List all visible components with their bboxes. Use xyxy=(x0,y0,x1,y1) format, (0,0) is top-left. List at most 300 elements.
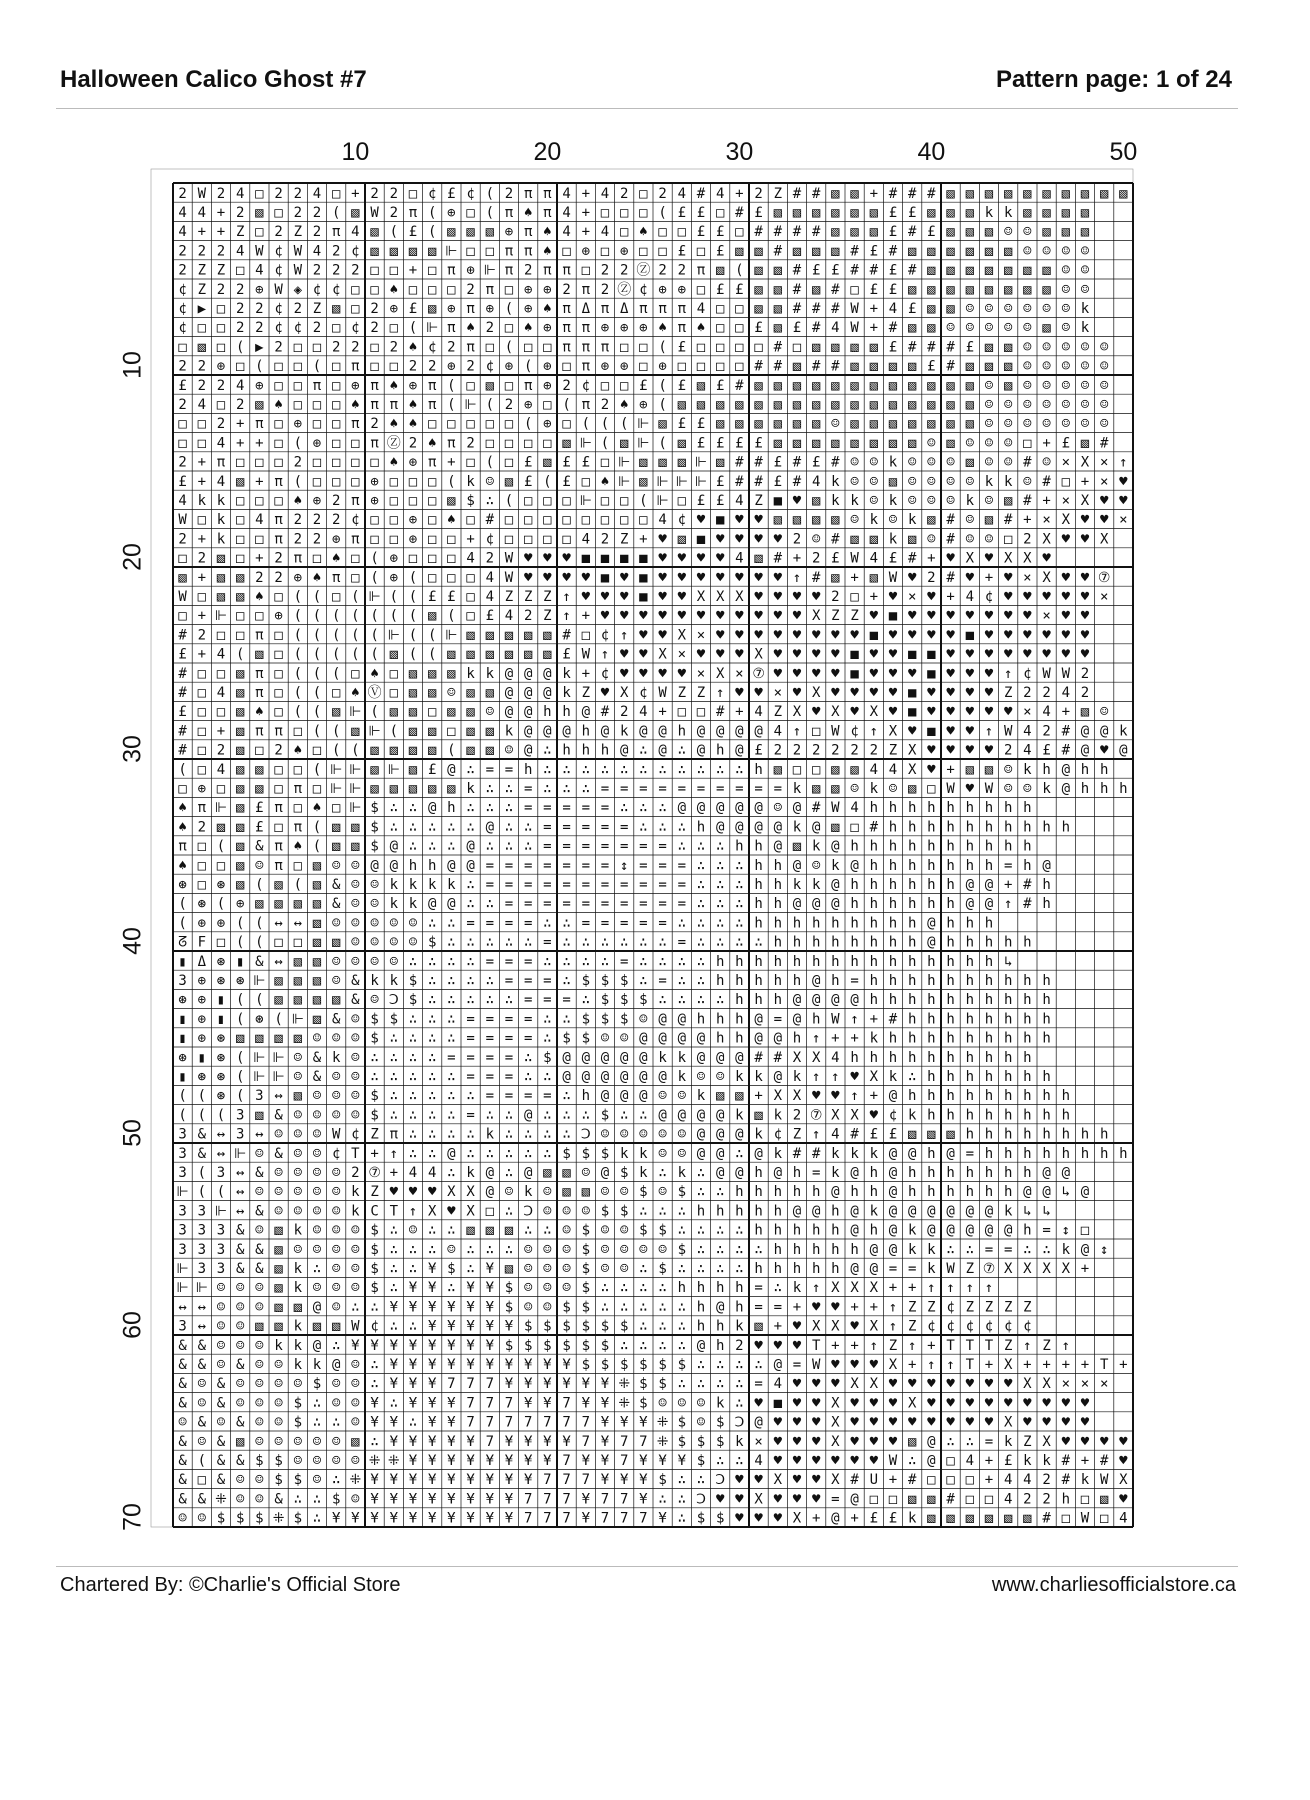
stitch-symbol: £ xyxy=(888,550,898,567)
stitch-symbol: & xyxy=(216,1453,226,1469)
stitch-symbol: π xyxy=(600,301,610,317)
stitch-symbol: ☺ xyxy=(1099,377,1109,394)
stitch-symbol: ▧ xyxy=(389,646,399,663)
stitch-symbol: □ xyxy=(466,608,475,625)
stitch-symbol: ∴ xyxy=(715,1453,725,1469)
stitch-symbol: ▧ xyxy=(523,646,533,663)
stitch-symbol: ▧ xyxy=(715,262,725,279)
stitch-symbol: ☺ xyxy=(504,1184,514,1201)
stitch-symbol: ¢ xyxy=(370,1318,379,1335)
stitch-symbol: W xyxy=(178,512,187,529)
stitch-symbol: □ xyxy=(274,761,283,778)
stitch-symbol: 2 xyxy=(274,224,283,241)
stitch-symbol: ☺ xyxy=(255,1376,264,1393)
stitch-symbol: ( xyxy=(658,339,667,356)
stitch-symbol: + xyxy=(1042,1357,1051,1373)
stitch-symbol: ☺ xyxy=(927,531,936,548)
stitch-symbol: ⁜ xyxy=(349,1472,362,1489)
stitch-symbol: @ xyxy=(1042,1165,1051,1181)
stitch-symbol: ▧ xyxy=(869,224,879,241)
stitch-symbol: @ xyxy=(639,723,648,740)
stitch-symbol: 2 xyxy=(1023,531,1032,548)
stitch-symbol: 7 xyxy=(600,1510,610,1527)
stitch-symbol: ■ xyxy=(927,665,936,682)
stitch-symbol: Z xyxy=(619,531,629,548)
stitch-symbol: ■ xyxy=(869,627,879,644)
stitch-symbol: + xyxy=(197,473,207,490)
stitch-symbol: = xyxy=(754,1376,763,1393)
stitch-symbol: ☺ xyxy=(600,1222,610,1239)
stitch-symbol: Z xyxy=(1023,1299,1032,1316)
stitch-symbol: π xyxy=(543,185,552,202)
stitch-symbol: □ xyxy=(850,281,859,298)
stitch-symbol: ♠ xyxy=(331,550,341,567)
stitch-symbol: ¥ xyxy=(581,1453,591,1469)
stitch-symbol: ⊕ xyxy=(255,377,264,394)
stitch-symbol: 2 xyxy=(235,320,245,337)
stitch-symbol: ♥ xyxy=(792,1414,802,1431)
stitch-symbol: @ xyxy=(389,857,399,874)
stitch-symbol: 7 xyxy=(581,1414,591,1431)
stitch-symbol: £ xyxy=(485,608,495,625)
stitch-symbol: X xyxy=(907,1395,917,1412)
stitch-symbol: ↑ xyxy=(1119,454,1128,471)
stitch-symbol: ∴ xyxy=(447,1069,456,1085)
stitch-symbol: & xyxy=(197,1491,207,1508)
stitch-symbol: □ xyxy=(466,377,475,394)
stitch-symbol: ▧ xyxy=(312,1011,322,1028)
stitch-symbol: ↑ xyxy=(811,1030,821,1047)
stitch-symbol: k xyxy=(792,781,802,797)
stitch-symbol: ∴ xyxy=(735,1453,744,1469)
stitch-symbol: ▧ xyxy=(850,397,859,413)
stitch-symbol: ♥ xyxy=(1042,550,1051,567)
stitch-symbol: ∴ xyxy=(658,1280,667,1297)
stitch-symbol: ( xyxy=(447,608,456,625)
stitch-symbol: ∴ xyxy=(447,838,456,855)
stitch-symbol: h xyxy=(888,800,898,817)
stitch-symbol: ▧ xyxy=(389,243,399,260)
stitch-symbol: = xyxy=(773,1011,783,1028)
stitch-symbol: @ xyxy=(792,800,802,817)
stitch-symbol: h xyxy=(1099,1145,1109,1162)
stitch-symbol: ∴ xyxy=(389,1069,399,1085)
stitch-symbol: @ xyxy=(600,1049,610,1066)
stitch-symbol: ( xyxy=(312,589,322,605)
stitch-symbol: ☺ xyxy=(274,1357,283,1373)
stitch-symbol: & xyxy=(255,1165,264,1181)
stitch-symbol: ▧ xyxy=(715,397,725,413)
footer-divider xyxy=(56,1566,1238,1567)
stitch-symbol: π xyxy=(427,454,437,471)
stitch-symbol: @ xyxy=(792,1203,802,1220)
stitch-symbol: ♠ xyxy=(408,416,418,433)
stitch-symbol: k xyxy=(293,1222,303,1239)
stitch-symbol: 2 xyxy=(197,243,207,260)
stitch-symbol: ☺ xyxy=(1080,262,1090,279)
stitch-symbol: h xyxy=(831,1241,840,1258)
stitch-symbol: @ xyxy=(447,761,456,778)
stitch-symbol: □ xyxy=(178,608,187,625)
stitch-symbol: ∴ xyxy=(427,1222,437,1239)
stitch-symbol: ∴ xyxy=(389,1241,399,1258)
stitch-symbol: ▶ xyxy=(197,301,207,317)
stitch-symbol: 7 xyxy=(581,1433,591,1450)
stitch-symbol: # xyxy=(907,224,917,241)
stitch-symbol: ♥ xyxy=(927,1414,936,1431)
stitch-symbol: ∴ xyxy=(504,1241,514,1258)
stitch-symbol: ( xyxy=(255,992,264,1009)
stitch-symbol: Z xyxy=(984,1299,994,1316)
stitch-symbol: @ xyxy=(735,723,744,740)
stitch-symbol: □ xyxy=(562,531,571,548)
stitch-symbol: $ xyxy=(677,1414,687,1431)
stitch-symbol: h xyxy=(792,1222,802,1239)
stitch-symbol: π xyxy=(274,857,283,874)
stitch-symbol: @ xyxy=(792,857,802,874)
stitch-symbol: @ xyxy=(1061,781,1071,797)
stitch-symbol: ¥ xyxy=(466,1472,475,1489)
stitch-symbol: ■ xyxy=(773,493,783,509)
stitch-symbol: ( xyxy=(293,608,303,625)
stitch-symbol: ↳ xyxy=(1042,1203,1051,1220)
stitch-symbol: h xyxy=(447,800,456,817)
stitch-symbol: ∴ xyxy=(735,934,744,951)
stitch-symbol: ↑ xyxy=(562,589,571,605)
stitch-symbol: h xyxy=(1119,781,1128,797)
stitch-symbol: # xyxy=(1023,896,1032,913)
stitch-symbol: = xyxy=(696,781,706,797)
stitch-symbol: ∴ xyxy=(1042,1241,1051,1258)
stitch-symbol: h xyxy=(831,1261,840,1277)
stitch-symbol: □ xyxy=(255,454,264,471)
stitch-symbol: h xyxy=(927,1088,936,1105)
stitch-symbol: ∴ xyxy=(427,973,437,989)
stitch-symbol: ☺ xyxy=(331,1433,341,1450)
stitch-symbol: 2 xyxy=(447,339,456,356)
stitch-symbol: £ xyxy=(831,262,840,279)
stitch-symbol: □ xyxy=(619,377,629,394)
stitch-symbol: ☺ xyxy=(389,953,399,970)
stitch-symbol: ☺ xyxy=(1042,243,1051,260)
stitch-symbol: = xyxy=(600,819,610,836)
stitch-symbol: = xyxy=(619,838,629,855)
stitch-symbol: # xyxy=(907,339,917,356)
stitch-symbol: ♥ xyxy=(811,1376,821,1393)
stitch-symbol: ∴ xyxy=(715,838,725,855)
stitch-symbol: □ xyxy=(504,320,514,337)
stitch-symbol: □ xyxy=(485,1203,495,1220)
stitch-symbol: 7 xyxy=(523,1414,533,1431)
stitch-symbol: $ xyxy=(427,934,437,951)
stitch-symbol: h xyxy=(984,1126,994,1143)
stitch-symbol: ☺ xyxy=(696,1395,706,1412)
stitch-symbol: h xyxy=(850,1049,859,1066)
stitch-symbol: T xyxy=(351,1145,360,1162)
stitch-symbol: ♥ xyxy=(754,531,763,548)
stitch-symbol: ∴ xyxy=(946,1433,955,1450)
stitch-symbol: X xyxy=(831,1414,840,1431)
stitch-symbol: ♥ xyxy=(965,704,975,721)
stitch-symbol: ☺ xyxy=(274,1203,283,1220)
stitch-symbol: $ xyxy=(658,1357,667,1373)
stitch-symbol: ∴ xyxy=(389,819,399,836)
stitch-symbol: ▧ xyxy=(811,339,821,356)
stitch-symbol: # xyxy=(792,454,802,471)
stitch-symbol: h xyxy=(869,1222,879,1239)
stitch-symbol: ¢ xyxy=(581,377,591,394)
stitch-symbol: □ xyxy=(351,281,360,298)
stitch-symbol: 4 xyxy=(696,301,706,317)
stitch-symbol: □ xyxy=(754,339,763,356)
stitch-symbol: ▧ xyxy=(907,358,917,375)
stitch-symbol: ▧ xyxy=(1003,243,1013,260)
stitch-symbol: ∴ xyxy=(447,1088,456,1105)
stitch-symbol: ( xyxy=(447,377,456,394)
stitch-symbol: ♠ xyxy=(178,800,187,817)
stitch-symbol: h xyxy=(696,1011,706,1028)
stitch-symbol: = xyxy=(581,877,591,893)
stitch-symbol: ⊕ xyxy=(543,416,552,433)
stitch-symbol: ♥ xyxy=(715,646,725,663)
stitch-symbol: π xyxy=(581,281,591,298)
stitch-symbol: ♥ xyxy=(984,1376,994,1393)
stitch-symbol: ☺ xyxy=(331,1069,341,1085)
stitch-symbol: @ xyxy=(984,896,994,913)
stitch-symbol: 4 xyxy=(965,589,975,605)
stitch-symbol: ▧ xyxy=(408,723,418,740)
stitch-symbol: Z xyxy=(197,262,207,279)
stitch-symbol: □ xyxy=(293,800,303,817)
stitch-symbol: ( xyxy=(293,665,303,682)
stitch-symbol: ♥ xyxy=(543,569,552,586)
stitch-symbol: @ xyxy=(427,800,437,817)
stitch-symbol: ♠ xyxy=(351,397,360,413)
stitch-symbol: $ xyxy=(696,1453,706,1469)
stitch-symbol: k xyxy=(293,1357,303,1373)
stitch-symbol: ∴ xyxy=(466,992,475,1009)
stitch-symbol: @ xyxy=(658,742,667,759)
stitch-symbol: @ xyxy=(331,1357,341,1373)
stitch-symbol: h xyxy=(1061,1145,1071,1162)
stitch-symbol: h xyxy=(946,896,955,913)
stitch-symbol: ▧ xyxy=(907,531,917,548)
stitch-symbol: ▧ xyxy=(331,992,341,1009)
stitch-symbol: ▧ xyxy=(216,589,226,605)
stitch-symbol: □ xyxy=(792,339,802,356)
stitch-symbol: ⊩ xyxy=(694,454,708,471)
stitch-symbol: ∴ xyxy=(658,934,667,951)
stitch-symbol: ♥ xyxy=(773,589,783,605)
stitch-symbol: $ xyxy=(658,1222,667,1239)
row-number: 50 xyxy=(118,1119,147,1148)
stitch-symbol: ∴ xyxy=(543,1011,552,1028)
stitch-symbol: + xyxy=(197,569,207,586)
stitch-symbol: @ xyxy=(389,838,399,855)
stitch-symbol: Δ xyxy=(581,301,591,317)
stitch-symbol: □ xyxy=(408,281,418,298)
stitch-symbol: h xyxy=(927,877,936,893)
stitch-symbol: + xyxy=(581,665,591,682)
stitch-symbol: 2 xyxy=(197,819,207,836)
stitch-symbol: ♥ xyxy=(831,646,840,663)
stitch-symbol: □ xyxy=(293,761,303,778)
stitch-symbol: ☺ xyxy=(1061,377,1071,394)
stitch-symbol: @ xyxy=(888,1203,898,1220)
stitch-symbol: ☺ xyxy=(331,973,341,989)
stitch-symbol: 2 xyxy=(312,512,322,529)
stitch-symbol: ( xyxy=(293,473,303,490)
stitch-symbol: X xyxy=(754,646,763,663)
stitch-symbol: ( xyxy=(485,185,495,202)
stitch-symbol: □ xyxy=(274,934,283,951)
stitch-symbol: ☺ xyxy=(907,473,917,490)
stitch-symbol: ( xyxy=(427,205,437,221)
stitch-symbol: ▧ xyxy=(831,339,840,356)
stitch-symbol: k xyxy=(773,1107,783,1124)
stitch-symbol: ♥ xyxy=(1061,589,1071,605)
stitch-symbol: ♥ xyxy=(869,608,879,625)
stitch-symbol: π xyxy=(466,339,475,356)
stitch-symbol: ☺ xyxy=(677,1088,687,1105)
stitch-symbol: @ xyxy=(773,838,783,855)
stitch-symbol: ▧ xyxy=(946,1126,955,1143)
stitch-symbol: □ xyxy=(600,512,610,529)
stitch-symbol: h xyxy=(946,1069,955,1085)
stitch-symbol: ▧ xyxy=(543,627,552,644)
stitch-symbol: ☺ xyxy=(331,1203,341,1220)
stitch-symbol: ▧ xyxy=(677,531,687,548)
stitch-symbol: h xyxy=(831,934,840,951)
stitch-symbol: ¥ xyxy=(485,1337,495,1354)
stitch-symbol: ▧ xyxy=(312,953,322,970)
stitch-symbol: ∴ xyxy=(735,1357,744,1373)
stitch-symbol: h xyxy=(677,1280,687,1297)
stitch-symbol: 2 xyxy=(216,243,226,260)
stitch-symbol: @ xyxy=(965,896,975,913)
stitch-symbol: □ xyxy=(562,416,571,433)
stitch-symbol: h xyxy=(907,896,917,913)
stitch-symbol: ♥ xyxy=(735,531,744,548)
stitch-symbol: 7 xyxy=(523,1510,533,1527)
stitch-symbol: @ xyxy=(1099,723,1109,740)
stitch-symbol: ☺ xyxy=(331,1222,341,1239)
stitch-symbol: h xyxy=(888,992,898,1009)
stitch-symbol: □ xyxy=(677,224,687,241)
stitch-symbol: ☺ xyxy=(1061,301,1071,317)
stitch-symbol: ∴ xyxy=(715,1376,725,1393)
stitch-symbol: ¢ xyxy=(466,185,475,202)
stitch-symbol: ♥ xyxy=(888,1433,898,1450)
stitch-symbol: $ xyxy=(466,493,475,509)
stitch-symbol: ↑ xyxy=(984,723,994,740)
stitch-symbol: h xyxy=(888,896,898,913)
stitch-symbol: ∴ xyxy=(1023,1241,1032,1258)
stitch-symbol: ( xyxy=(312,838,322,855)
stitch-symbol: Ⓩ xyxy=(617,281,632,298)
stitch-symbol: π xyxy=(639,301,648,317)
stitch-symbol: X xyxy=(1003,550,1013,567)
stitch-symbol: & xyxy=(331,896,341,913)
stitch-symbol: ☺ xyxy=(927,454,936,471)
stitch-symbol: h xyxy=(523,761,533,778)
stitch-symbol: W xyxy=(331,1126,341,1143)
stitch-symbol: ᘔ xyxy=(178,934,188,951)
stitch-symbol: ▧ xyxy=(773,397,783,413)
stitch-symbol: $ xyxy=(715,1433,725,1450)
stitch-symbol: h xyxy=(946,800,955,817)
stitch-symbol: ▧ xyxy=(907,397,917,413)
stitch-symbol: ♥ xyxy=(639,665,648,682)
stitch-symbol: h xyxy=(927,819,936,836)
stitch-symbol: ♥ xyxy=(715,569,725,586)
stitch-symbol: □ xyxy=(274,416,283,433)
stitch-symbol: □ xyxy=(389,262,399,279)
stitch-symbol: $ xyxy=(639,1184,648,1201)
stitch-symbol: □ xyxy=(408,185,418,202)
stitch-symbol: Δ xyxy=(619,301,629,317)
stitch-symbol: Z xyxy=(581,685,591,701)
stitch-symbol: □ xyxy=(639,339,648,356)
stitch-symbol: £ xyxy=(523,454,533,471)
stitch-symbol: □ xyxy=(178,550,187,567)
stitch-symbol: 2 xyxy=(216,377,226,394)
stitch-symbol: □ xyxy=(504,377,514,394)
stitch-symbol: h xyxy=(1042,1088,1051,1105)
stitch-symbol: ⊩ xyxy=(272,1049,285,1066)
stitch-symbol: ▧ xyxy=(792,377,802,394)
stitch-symbol: ▧ xyxy=(235,569,245,586)
stitch-symbol: ▧ xyxy=(792,358,802,375)
stitch-symbol: + xyxy=(466,531,475,548)
stitch-symbol: ☺ xyxy=(351,1030,360,1047)
stitch-symbol: ☺ xyxy=(600,1184,610,1201)
stitch-symbol: ▧ xyxy=(408,243,418,260)
stitch-symbol: ⊕ xyxy=(485,301,495,317)
stitch-symbol: ▧ xyxy=(235,723,245,740)
stitch-symbol: ☺ xyxy=(351,1414,360,1431)
stitch-symbol: □ xyxy=(466,243,475,260)
stitch-symbol: + xyxy=(869,301,879,317)
stitch-symbol: ⊩ xyxy=(445,243,458,260)
stitch-symbol: ¥ xyxy=(523,1433,533,1450)
stitch-symbol: ⊕ xyxy=(351,377,360,394)
stitch-symbol: ▧ xyxy=(792,838,802,855)
stitch-symbol: ♥ xyxy=(831,1299,840,1316)
stitch-symbol: h xyxy=(946,857,955,874)
stitch-symbol: h xyxy=(965,1165,975,1181)
stitch-symbol: X xyxy=(792,704,802,721)
stitch-symbol: ∴ xyxy=(581,761,591,778)
stitch-symbol: ( xyxy=(216,1107,226,1124)
stitch-symbol: ☺ xyxy=(543,1203,552,1220)
stitch-symbol: ♥ xyxy=(619,665,629,682)
stitch-symbol: ▮ xyxy=(235,953,245,970)
stitch-symbol: h xyxy=(1080,1126,1090,1143)
stitch-symbol: h xyxy=(1099,1126,1109,1143)
stitch-symbol: ☺ xyxy=(370,992,379,1009)
stitch-symbol: 4 xyxy=(562,205,571,221)
stitch-symbol: h xyxy=(850,953,859,970)
stitch-symbol: □ xyxy=(331,397,341,413)
stitch-symbol: ¢ xyxy=(485,358,495,375)
stitch-symbol: @ xyxy=(677,800,687,817)
stitch-symbol: h xyxy=(907,934,917,951)
stitch-symbol: h xyxy=(869,1184,879,1201)
stitch-symbol: ☺ xyxy=(1023,416,1032,433)
stitch-symbol: ¥ xyxy=(408,1337,418,1354)
stitch-symbol: ♥ xyxy=(850,1318,859,1335)
